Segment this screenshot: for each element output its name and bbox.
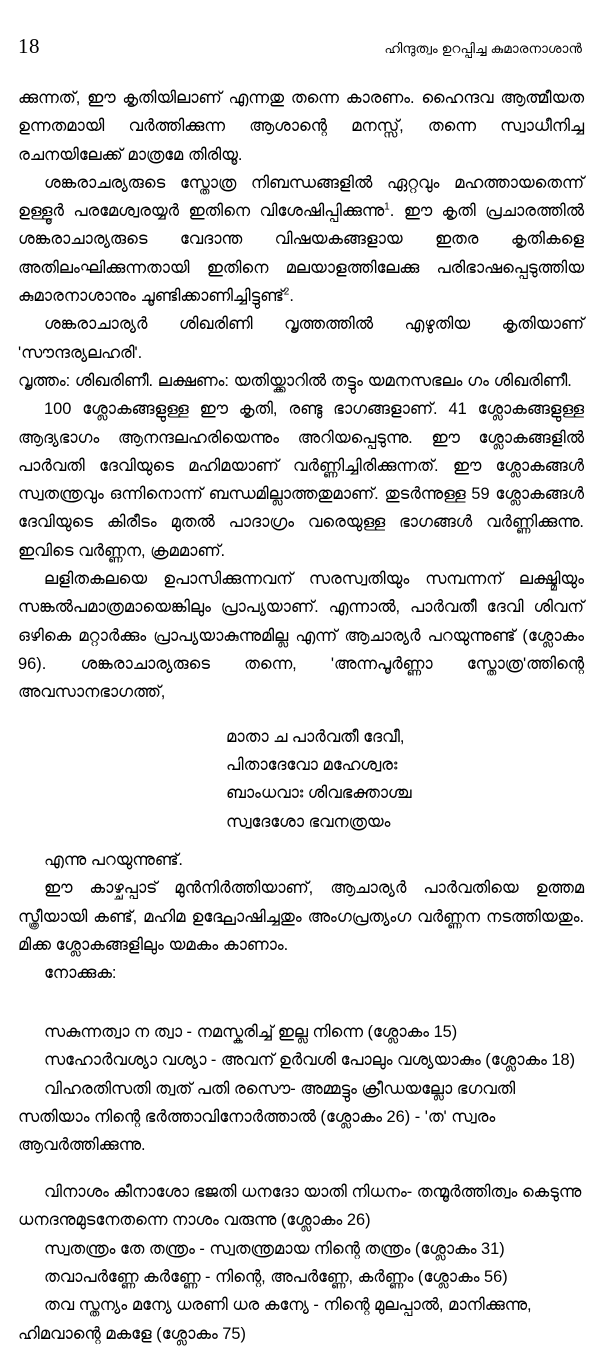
example-sloka-18: സഹോർവശ്യാ വശ്യാ - അവന് ഉർവശി പോലും വശ്യയാകും (ശ്ലോകം 18) [44, 1051, 576, 1070]
verse-line-3: ബാംധവാഃ ശിവഭക്താശ്ച [226, 784, 412, 803]
examples-spacer-2 [18, 1160, 584, 1178]
example-sloka-31: സ്വതന്ത്രം തേ തന്ത്രം - സ്വതന്ത്രമായ നിന്റെ തന്ത്രം (ശ്ലോകം 31) [44, 1239, 505, 1258]
paragraph-3: ശങ്കരാചാര്യർ ശിഖരിണി വൃത്തത്തിൽ എഴുതിയ കൃതിയാണ് 'സൗന്ദര്യലഹരി'. [18, 315, 584, 362]
running-head [18, 36, 582, 62]
footnote-marker-1: 1 [384, 201, 390, 213]
examples-list [18, 1000, 584, 1348]
look-at-label: നോക്കുക: [44, 964, 117, 983]
body-text [18, 84, 584, 1348]
paragraph-2-part-b: . ഈ കൃതി പ്രചാരത്തിൽ ശങ്കരാചാര്യരുടെ വേദാന്ത വിഷയകങ്ങളായ ഇതര കൃതികളെ അതിലംഘിക്കുന്നതായി ഇതിനെ മലയാളത്തിലേക്കു പരിഭാഷപ്പെടുത്തിയ കുമാരനാശാനും ചൂണ്ടിക്കാണിച്ചിട്ടുണ്ട് [18, 202, 584, 306]
example-sloka-75: തവ സ്തന്യം മന്യേ ധരണി ധര കന്യേ - നിന്റെ മുലപ്പാൽ, മാനിക്കുന്നു, ഹിമവാന്റെ മകളേ (ശ്ലോകം 75) [18, 1296, 532, 1343]
paragraph-5: 100 ശ്ലോകങ്ങളുള്ള ഈ കൃതി, രണ്ടു ഭാഗങ്ങളാണ്. 41 ശ്ലോകങ്ങളുള്ള ആദ്യഭാഗം ആനന്ദലഹരിയെന്നും അറിയപ്പെടുന്നു. ഈ ശ്ലോകങ്ങളിൽ പാർവതി ദേവിയുടെ മഹിമയാണ് വർണ്ണിച്ചിരിക്കുന്നത്. ഈ ശ്ലോകങ്ങൾ സ്വതന്ത്രവും ഒന്നിനൊന്ന് ബന്ധമില്ലാത്തതുമാണ്. തുടർന്നുള്ള 59 ശ്ലോകങ്ങൾ ദേവിയുടെ കിരീടം മുതൽ പാദാഗ്രം വരെയുള്ള ഭാഗങ്ങൾ വർണ്ണിക്കുന്നു. ഇവിടെ വർണ്ണന, ക്രമമാണ്. [18, 400, 584, 560]
example-sloka-15: സകുന്നത്വാ ന ത്വാ - നമസ്കരിച്ച് ഇല്ല നിന്നെ (ശ്ലോകം 15) [44, 1022, 458, 1041]
example-sloka-26b: വിനാശം കീനാശോ ഭജതി ധനദോ യാതി നിധനം- തന്മൂർത്തിത്വം കെടുന്നു ധനദനുമുടനേതന്നെ നാശം വരുന്നു (ശ്ലോകം 26) [18, 1182, 582, 1230]
paragraph-8: ഈ കാഴ്ചപ്പാട് മുൻനിർത്തിയാണ്, ആചാര്യർ പാർവതിയെ ഉത്തമ സ്ത്രീയായി കണ്ട്, മഹിമ ഉദ്ഘോഷിച്ചതും അംഗപ്രത്യംഗ വർണ്ണന നടത്തിയതും. മിക്ക ശ്ലോകങ്ങളിലും യമകം കാണാം. [18, 879, 584, 955]
footnote-marker-2: 2 [283, 286, 290, 298]
examples-spacer [18, 1000, 584, 1018]
example-sloka-26a: വിഹരതിസതി ത്വത് പതി രസൌ- അമ്മട്ടും ക്രീഡയല്ലോ ഭഗവതി സതിയാം നിന്റെ ഭർത്താവിനോർത്താൽ (ശ്ലോകം 26) - 'ത' സ്വരം ആവർത്തിക്കുന്നു. [18, 1079, 516, 1155]
paragraph-1: ക്കുന്നത്, ഈ കൃതിയിലാണ് എന്നതു തന്നെ കാരണം. ഹൈന്ദവ ആത്മീയത ഉന്നതമായി വർത്തിക്കുന്ന ആശാന്റെ മനസ്സ്, തന്നെ സ്വാധീനിച്ച രചനയിലേക്ക് മാത്രമേ തിരിയൂ. [18, 89, 584, 164]
verse-block [18, 723, 584, 837]
paragraph-7: എന്നു പറയുന്നുണ്ട്. [44, 851, 183, 870]
paragraph-4-metre: വൃത്തം: ശിഖരിണീ. ലക്ഷണം: യതിയ്ക്കാറിൽ തട്ടും യമനസഭലം ഗം ശിഖരിണീ. [18, 371, 572, 390]
page-number: 18 [18, 34, 40, 58]
paragraph-6: ലളിതകലയെ ഉപാസിക്കുന്നവന് സരസ്വതിയും സമ്പന്നന് ലക്ഷ്മിയും സങ്കൽപമാത്രമായെങ്കിലും പ്രാപ്യയാണ്. എന്നാൽ, പാർവതീ ദേവി ശിവന് ഒഴികെ മറ്റാർക്കും പ്രാപ്യയാകുന്നുമില്ല എന്ന് ആചാര്യർ പറയുന്നുണ്ട് (ശ്ലോകം 96). ശങ്കരാചാര്യരുടെ തന്നെ, 'അന്നപൂർണ്ണാ സ്തോത്ര'ത്തിന്റെ അവസാനഭാഗത്ത്, [18, 570, 584, 702]
verse-line-1: മാതാ ച പാർവതീ ദേവീ, [226, 727, 405, 746]
paragraph-2 [18, 169, 584, 310]
verse-line-4: സ്വദേശോ ഭവനത്രയം [226, 812, 391, 831]
example-sloka-56: തവാപർണ്ണേ കർണ്ണേ - നിന്റെ, അപർണ്ണേ, കർണ്ണം (ശ്ലോകം 56) [44, 1268, 508, 1286]
verse-line-2: പിതാദേവോ മഹേശ്വരഃ [226, 755, 398, 774]
paragraph-2-part-c: . [289, 287, 294, 306]
running-head-title: ഹിന്ദുത്വം ഉറപ്പിച്ച കുമാരനാശാൻ [384, 41, 582, 56]
paragraph-2-part-a: ശങ്കരാചര്യരുടെ സ്തോത്ര നിബന്ധങ്ങളിൽ ഏറ്റവും മഹത്തായതെന്ന് ഉള്ളൂർ പരമേശ്വരയ്യർ ഇതിനെ വിശേഷിപ്പിക്കുന്നു [18, 173, 584, 221]
